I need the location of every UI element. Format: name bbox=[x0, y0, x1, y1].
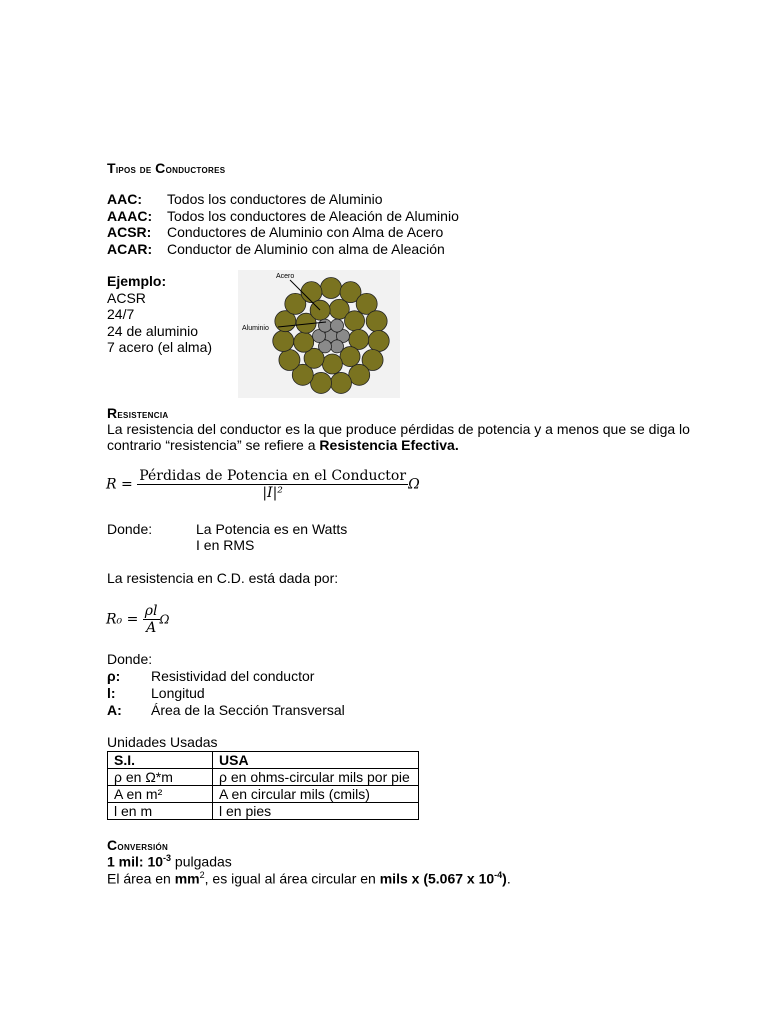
var-desc: Área de la Sección Transversal bbox=[151, 702, 345, 718]
units-table bbox=[107, 751, 419, 820]
var-symbol: ρ: bbox=[107, 668, 121, 684]
table-row bbox=[108, 803, 419, 820]
table-row bbox=[108, 786, 419, 803]
aluminum-strand bbox=[301, 282, 322, 303]
example-line: 7 acero (el alma) bbox=[107, 339, 213, 355]
example-line: 24 de aluminio bbox=[107, 323, 199, 339]
table-cell: l en pies bbox=[213, 803, 419, 820]
table-cell: A en m² bbox=[108, 786, 213, 803]
aluminum-strand bbox=[311, 372, 332, 393]
aluminum-strand bbox=[322, 354, 342, 374]
acero-label: Acero bbox=[276, 273, 295, 280]
table-header: USA bbox=[213, 752, 419, 769]
aluminum-strand bbox=[279, 350, 300, 371]
table-cell: A en circular mils (cmils) bbox=[213, 786, 419, 803]
units-table-wrapper bbox=[107, 751, 419, 820]
section-heading-tipos: Tipos de Conductores bbox=[107, 160, 226, 176]
aluminum-strand bbox=[330, 372, 351, 393]
var-symbol: A: bbox=[107, 702, 122, 718]
table-cell: l en m bbox=[108, 803, 213, 820]
donde-label: Donde: bbox=[107, 521, 153, 537]
section-heading-resistencia: Resistencia bbox=[107, 405, 169, 421]
formula-dc-resistance: R₀ = $\frac{\rho l}{A}$ Ω bbox=[106, 603, 170, 636]
donde-line: La Potencia es en Watts bbox=[196, 521, 348, 537]
table-cell: ρ en Ω*m bbox=[108, 769, 213, 786]
aluminum-strand bbox=[273, 331, 294, 352]
example-line: ACSR bbox=[107, 290, 146, 306]
cd-text: La resistencia en C.D. está dada por: bbox=[107, 570, 339, 586]
resistencia-paragraph-line1: La resistencia del conductor es la que produce pérdidas de potencia y a menos que se diga lo bbox=[107, 421, 690, 437]
table-row bbox=[108, 769, 419, 786]
conductor-desc: Todos los conductores de Aleación de Aluminio bbox=[167, 208, 459, 224]
var-symbol: l: bbox=[107, 685, 116, 701]
acsr-diagram bbox=[238, 270, 400, 398]
example-line: 24/7 bbox=[107, 306, 135, 322]
formula-fraction: $\frac{\text{Pérdidas de Potencia en el Conductor}}{\text{|I|²}}$ bbox=[139, 468, 407, 501]
units-title: Unidades Usadas bbox=[107, 734, 218, 750]
var-desc: Resistividad del conductor bbox=[151, 668, 315, 684]
example-title: Ejemplo: bbox=[107, 273, 167, 289]
steel-strand bbox=[331, 340, 344, 353]
aluminio-label: Aluminio bbox=[242, 325, 269, 332]
table-header: S.I. bbox=[108, 752, 213, 769]
aluminum-strand bbox=[366, 311, 387, 332]
aluminum-strand bbox=[368, 331, 389, 352]
aluminum-strand bbox=[294, 332, 314, 352]
conversion-line1: 1 mil: $10^{-3}$ pulgadas bbox=[107, 853, 232, 870]
formula-fraction: $\frac{\rho l}{A}$ bbox=[144, 603, 158, 636]
conductor-desc: Todos los conductores de Aluminio bbox=[167, 191, 383, 207]
conductor-code: AAC: bbox=[107, 191, 142, 207]
conductor-code: ACAR: bbox=[107, 241, 153, 257]
var-desc: Longitud bbox=[151, 685, 205, 701]
conductor-cross-section-figure bbox=[238, 270, 400, 398]
steel-strand bbox=[331, 319, 344, 332]
conductor-desc: Conductores de Aluminio con Alma de Acero bbox=[167, 224, 444, 240]
conductor-code: ACSR: bbox=[107, 224, 152, 240]
table-cell: ρ en ohms-circular mils por pie bbox=[213, 769, 419, 786]
table-header-row bbox=[108, 752, 419, 769]
conductor-code: AAAC: bbox=[107, 208, 153, 224]
resistencia-paragraph-line2: contrario “resistencia” se refiere a Resistencia Efectiva. bbox=[107, 437, 459, 453]
donde2-label: Donde: bbox=[107, 651, 153, 667]
formula-resistance: R = $\frac{\text{Pérdidas de Potencia en el Conductor}}{\text{|I|²}}$ Ω bbox=[106, 468, 420, 501]
steel-strand bbox=[319, 319, 332, 332]
conversion-line2: El área en $mm^2$, es igual al área circular en mils x (5.067 x $10^{-4}$). bbox=[107, 870, 511, 887]
aluminum-strand bbox=[321, 278, 342, 299]
donde-line: I en RMS bbox=[196, 537, 255, 553]
section-heading-conversion: Conversión bbox=[107, 837, 169, 853]
conductor-desc: Conductor de Aluminio con alma de Aleación bbox=[167, 241, 445, 257]
aluminum-strand bbox=[349, 364, 370, 385]
aluminum-strand bbox=[345, 311, 365, 331]
